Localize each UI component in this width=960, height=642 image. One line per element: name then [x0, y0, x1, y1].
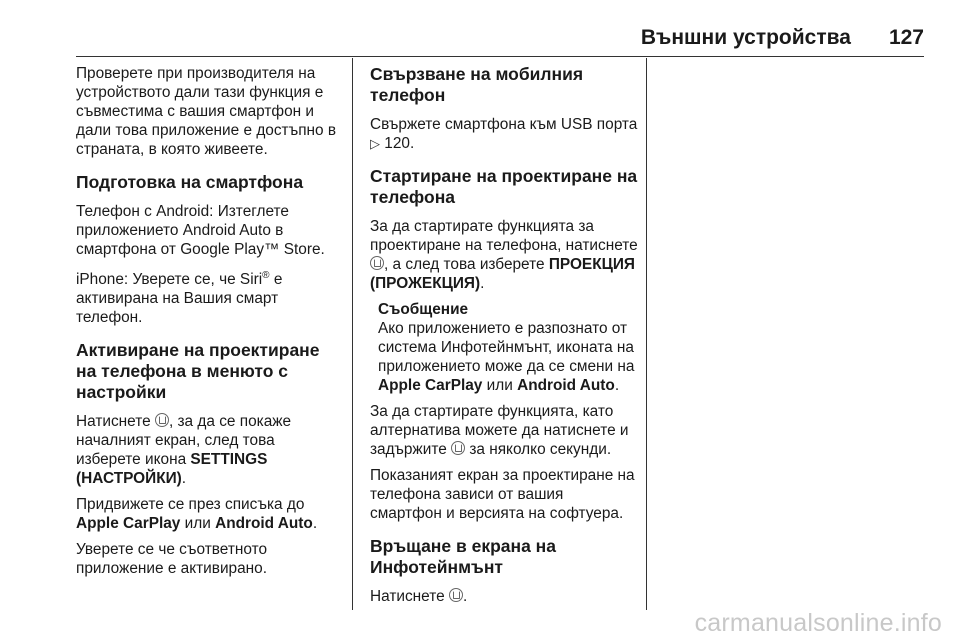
display-depends-paragraph: Показаният екран за проектиране на телефона зависи от вашия смартфон и версията на софтуера.	[370, 467, 635, 522]
home-icon	[155, 413, 169, 427]
page-number: 127	[888, 26, 924, 49]
scroll-list-paragraph: Придвижете се през списъка до Apple CarPlay или Android Auto.	[76, 496, 318, 533]
home-icon	[451, 441, 465, 455]
right-column	[370, 64, 638, 613]
left-column	[76, 64, 342, 585]
heading-return-infotainment: Връщане в екрана на Инфотейнмънт	[370, 536, 556, 577]
notice-box	[378, 300, 638, 395]
arrow-reference-icon: ▷	[370, 136, 380, 151]
notice-title: Съобщение	[378, 301, 469, 318]
section-title: Външни устройства	[640, 26, 851, 49]
page-header	[76, 26, 924, 54]
heading-activate-projection: Активиране на проектиране на телефона в менюто с настройки	[76, 340, 320, 403]
iphone-paragraph: iPhone: Уверете се, че Siri® е активирана на Вашия смарт телефон.	[76, 270, 283, 327]
press-home-paragraph: Натиснете , за да се покаже началният екран, след това изберете икона SETTINGS (НАСТРОЙКИ).	[76, 413, 292, 488]
watermark: carmanualsonline.info	[694, 609, 942, 637]
heading-start-projection: Стартиране на проектиране на телефона	[370, 166, 638, 207]
heading-prepare-smartphone: Подготовка на смартфона	[76, 172, 304, 192]
column-divider-2	[646, 58, 647, 610]
return-press-paragraph: Натиснете .	[370, 588, 468, 605]
column-divider-1	[352, 58, 353, 610]
ensure-activated-paragraph: Уверете се че съответното приложение е активирано.	[76, 541, 268, 578]
compatibility-paragraph: Проверете при производителя на устройството дали тази функция е съвместима с вашия смартфон и дали това приложение е достъпно в страната, в която живеете.	[76, 65, 337, 158]
start-projection-paragraph: За да стартирате функцията за проектиране на телефона, натиснете , а след това изберете ПРОЕКЦИЯ (ПРОЖЕКЦИЯ).	[370, 218, 638, 292]
connect-usb-paragraph: Свържете смартфона към USB порта ▷ 120.	[370, 116, 638, 152]
header-rule	[76, 56, 924, 57]
heading-connect-phone: Свързване на мобилния телефон	[370, 64, 584, 105]
home-icon	[370, 256, 384, 270]
notice-text: Ако приложението е разпознато от система Инфотейнмънт, иконата на приложението може да се смени на Apple CarPlay или Android Auto.	[378, 320, 635, 394]
home-icon	[449, 588, 463, 602]
alternative-start-paragraph: За да стартирате функцията, като алтернатива можете да натиснете и задържите за няколко секунди.	[370, 403, 629, 458]
android-paragraph: Телефон с Android: Изтеглете приложението Android Auto в смартфона от Google Play™ Store.	[76, 203, 325, 258]
